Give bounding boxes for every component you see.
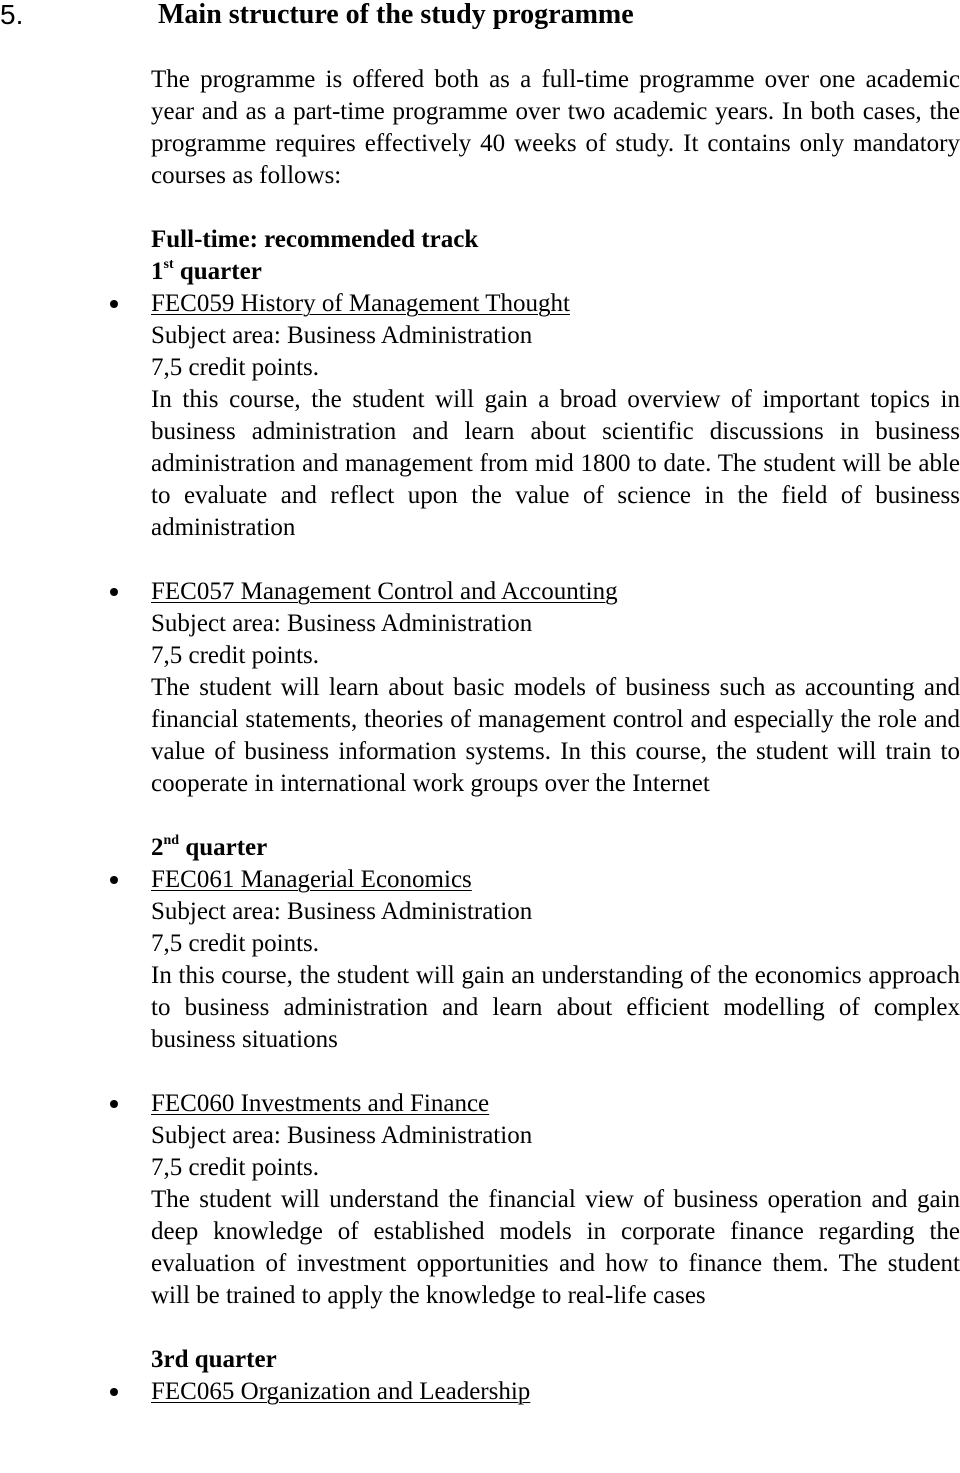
- course-subject: Subject area: Business Administration: [151, 898, 533, 925]
- course-item: [151, 1088, 960, 1312]
- course-item: [151, 1376, 960, 1408]
- course-description: In this course, the student will gain a broad overview of important topics in business administration and learn about scientific discussions in business administration and management from mid 1800 to date. The student will be able to evaluate and reflect upon the value of science in the field of business administration: [151, 386, 960, 541]
- section-body: [151, 64, 960, 1408]
- course-credits: 7,5 credit points.: [151, 642, 320, 669]
- bullet-icon: [110, 876, 118, 884]
- course-description: The student will learn about basic models of business such as accounting and financial statements, theories of management control and especially the role and value of business information systems. In this course, the student will train to cooperate in international work groups over the Internet: [151, 674, 960, 797]
- course-subject: Subject area: Business Administration: [151, 610, 533, 637]
- quarter-heading-3: 3rd quarter: [151, 1346, 277, 1373]
- course-credits: 7,5 credit points.: [151, 1154, 320, 1181]
- course-title: FEC061 Managerial Economics: [151, 866, 472, 893]
- course-subject: Subject area: Business Administration: [151, 322, 533, 349]
- bullet-icon: [110, 1100, 118, 1108]
- intro-paragraph: The programme is offered both as a full-time programme over one academic year and as a part-time programme over two academic years. In both cases, the programme requires effectively 40 weeks of study. It contains only mandatory courses as follows:: [151, 66, 960, 189]
- course-description: In this course, the student will gain an understanding of the economics approach to business administration and learn about efficient modelling of complex business situations: [151, 962, 960, 1053]
- bullet-icon: [110, 300, 118, 308]
- course-item: [151, 864, 960, 1056]
- track-title: Full-time: recommended track: [151, 226, 479, 253]
- course-item: [151, 576, 960, 800]
- course-description: The student will understand the financial view of business operation and gain deep knowledge of established models in corporate finance regarding the evaluation of investment opportunities and how to finance them. The student will be trained to apply the knowledge to real-life cases: [151, 1186, 960, 1309]
- course-item: [151, 288, 960, 544]
- bullet-icon: [110, 1388, 118, 1396]
- section-title: Main structure of the study programme: [158, 0, 634, 30]
- course-title: FEC057 Management Control and Accounting: [151, 578, 618, 605]
- quarter-heading-2: 2nd quarter: [151, 833, 268, 861]
- course-title: FEC065 Organization and Leadership: [151, 1378, 531, 1405]
- course-credits: 7,5 credit points.: [151, 354, 320, 381]
- course-title: FEC059 History of Management Thought: [151, 290, 570, 317]
- quarter-heading-1: 1st quarter: [151, 257, 262, 285]
- bullet-icon: [110, 588, 118, 596]
- course-title: FEC060 Investments and Finance: [151, 1090, 490, 1117]
- course-subject: Subject area: Business Administration: [151, 1122, 533, 1149]
- section-number: 5.: [0, 0, 24, 30]
- course-credits: 7,5 credit points.: [151, 930, 320, 957]
